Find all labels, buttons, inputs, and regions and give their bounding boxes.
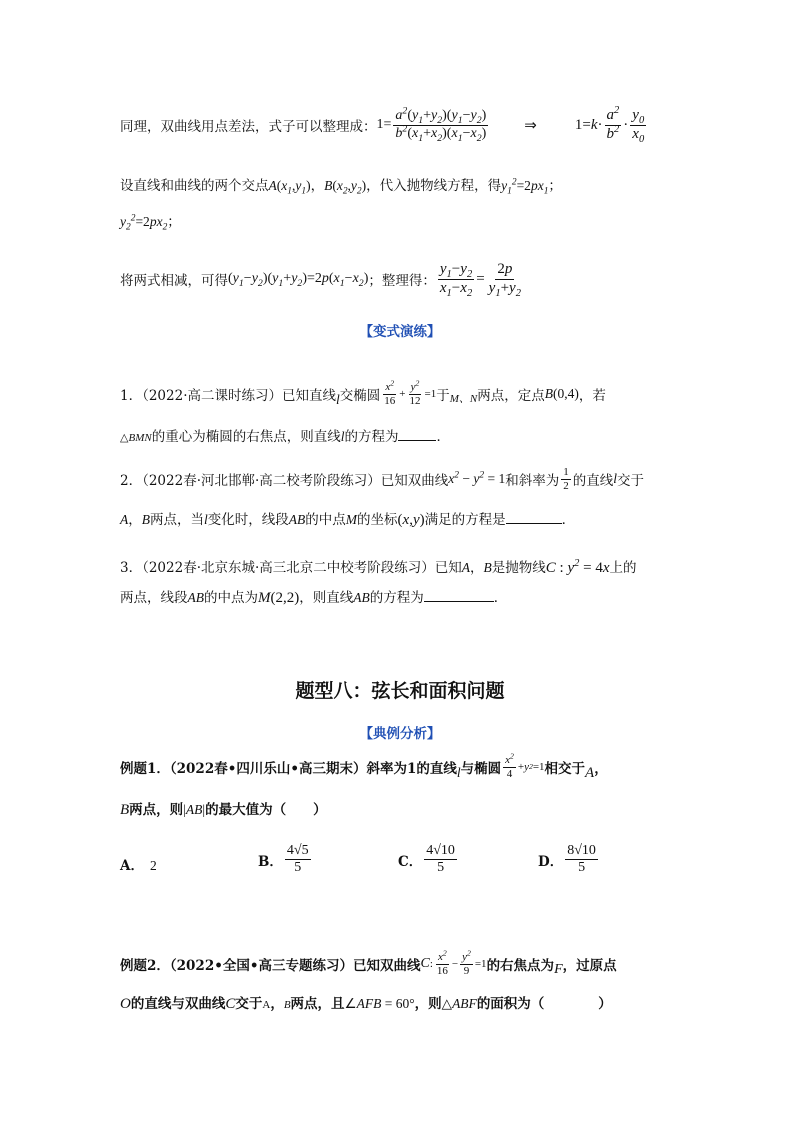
- slope-half: $\frac{1}{2}$: [563, 465, 569, 492]
- point-A-formula: $A(x_1,y_1)$: [268, 178, 311, 197]
- example-1-line-1: 例题1．（2022春•四川乐山•高三期末）斜率为1的直线 l 与椭圆 $\frac{x^2}{4}$ + y 2 =1 相交于 A ，: [120, 751, 608, 781]
- hyperbola-derivation-line: [120, 100, 648, 150]
- subtract-formula: $(y_1-y_2)(y_1+y_2)=2p(x_1-x_2)$: [228, 271, 369, 289]
- hyperbola-intro-text: 同理，双曲线用点差法，式子可以整理成：: [120, 119, 377, 135]
- parabola-intersection-line: 设直线和曲线的两个交点$A(x_1,y_1)$，$B(x_2,y_2)$，代入抛物线方程，得$y_1^2=2px_1$；: [120, 177, 562, 197]
- parabola-equation: C : $y^2 = 4x$: [545, 558, 610, 576]
- ellipse-equation: $\frac{x^2}{16}$ + $\frac{y^2}{12}$ =1: [384, 378, 437, 407]
- question-1-line-2: △BMN的重心为椭圆的右焦点，则直线l的方程为 ．: [120, 429, 450, 445]
- section-heading-examples: 【典例分析】: [359, 726, 441, 742]
- ellipse-equation-ex1: $\frac{x^2}{4}$ + y 2 =1: [505, 751, 545, 780]
- answer-blank-3[interactable]: [424, 588, 494, 602]
- hyperbola-equation-ex2: C : $\frac{x^2}{16}$ − $\frac{y^2}{9}$ =1: [420, 948, 487, 977]
- section-heading-variants: 【变式演练】: [359, 324, 441, 340]
- hyperbola-formula-2: 1= k · $\frac{a^2}{b^2}$ · $\frac{y_0}{x_0}$: [574, 105, 645, 145]
- hyperbola-equation: $x^2 - y^2 = 1$: [448, 470, 506, 486]
- answer-blank-2[interactable]: [506, 510, 562, 524]
- question-3-line-1: 3．（2022春·北京东城·高三北京二中校考阶段练习）已知A，B是抛物线C : $y^2 = 4x$上的: [120, 558, 637, 576]
- question-1-line-1: 1．（2022·高二课时练习）已知直线 l 交椭圆 $\frac{x^2}{16}$ + $\frac{y^2}{12}$ =1 于 M、N 两点，定点 B(0,4) ，若: [120, 378, 606, 407]
- example-2-line-2: O的直线与双曲线C交于A，B两点，且∠AFB = 60°，则△ABF的面积为（ ）: [120, 996, 612, 1012]
- parabola-eq-line: $y_2^2=2px_2$；: [120, 213, 181, 233]
- choice-D[interactable]: D． $\frac{8√10}{5}$: [538, 843, 596, 876]
- choice-C[interactable]: C． $\frac{4√10}{5}$: [398, 843, 455, 876]
- question-2-line-2: A，B两点，当l变化时，线段AB的中点M的坐标(x,y)满足的方程是 ．: [120, 512, 576, 528]
- parabola-eq-2: $y_2^2=2px_2$: [120, 213, 168, 233]
- point-B-formula: $B(x_2,y_2)$: [324, 178, 367, 197]
- choice-B[interactable]: B． $\frac{4√5}{5}$: [258, 843, 309, 876]
- slope-formula: $\frac{y_1-y_2}{x_1-x_2}$ = $\frac{2p}{y_1+y_2}$: [439, 261, 521, 299]
- hyperbola-formula-1: 1= $\frac{a^2(y_1+y_2)(y_1-y_2)}{b^2(x_1+x_2)(x_1-x_2)}$: [376, 105, 487, 144]
- implies-arrow: ⇒: [524, 117, 537, 134]
- subtract-line: 将两式相减，可得 $(y_1-y_2)(y_1+y_2)=2p(x_1-x_2)$ ；整理得： $\frac{y_1-y_2}{x_1-x_2}$ = $\frac{2p}{y_1+y_2}$: [120, 258, 525, 300]
- parabola-eq-1: $y_1^2=2px_1$: [501, 177, 549, 197]
- question-2-line-1: 2．（2022春·河北邯郸·高二校考阶段练习）已知双曲线 $x^2 - y^2 = 1$ 和斜率为 $\frac{1}{2}$ 的直线 l 交于: [120, 465, 644, 492]
- answer-blank-1[interactable]: [398, 427, 436, 441]
- section-title-chord-area: 题型八：弦长和面积问题: [295, 680, 505, 702]
- example-1-line-2: B两点，则|AB|的最大值为（ ）: [120, 802, 327, 818]
- question-3-line-2: 两点，线段AB的中点为M(2,2)，则直线AB的方程为 ．: [120, 590, 508, 606]
- choice-A[interactable]: A． 2: [120, 858, 157, 874]
- example-2-line-1: 例题2．（2022•全国•高三专题练习）已知双曲线 C : $\frac{x^2}{16}$ − $\frac{y^2}{9}$ =1 的右焦点为 F ，过原点: [120, 948, 617, 977]
